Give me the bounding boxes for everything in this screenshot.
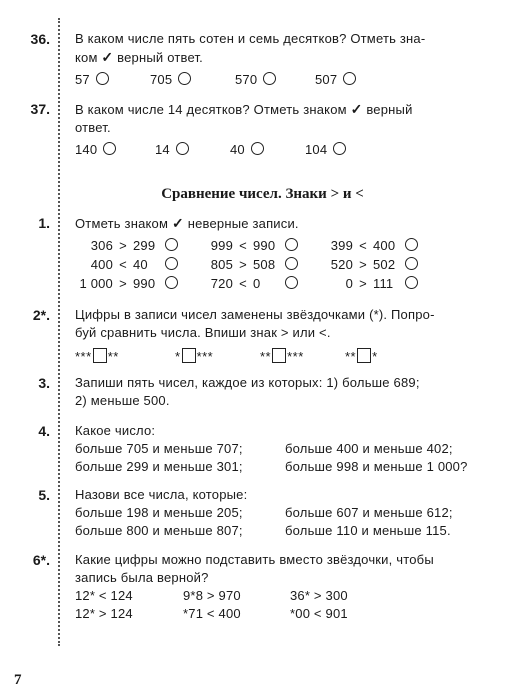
answer-circle[interactable]: [103, 142, 116, 155]
task-number: 36.: [30, 31, 50, 47]
answer-circle[interactable]: [165, 257, 178, 270]
answer-option[interactable]: 57: [75, 71, 109, 89]
answer-option[interactable]: 570: [235, 71, 276, 89]
answer-option[interactable]: 507: [315, 71, 356, 89]
answer-option[interactable]: 140: [75, 141, 116, 159]
star-comparison: [260, 348, 304, 366]
task-text: Цифры в записи чисел заменены звёздочками (*). Попро-: [75, 307, 435, 322]
condition-text: больше 607 и меньше 612;: [285, 505, 453, 520]
star-comparison: [345, 348, 378, 366]
comparison-item[interactable]: [195, 237, 298, 255]
condition-row: [75, 458, 475, 476]
task-number: 2*.: [32, 307, 50, 323]
left-number: 720: [210, 276, 233, 291]
task-text: В каком числе 14 десятков? Отметь знаком: [75, 102, 347, 117]
check-mark-icon: ✓: [171, 215, 184, 231]
expression: 12* > 124: [75, 606, 133, 621]
expression: 9*8 > 970: [183, 588, 241, 603]
answer-option[interactable]: 104: [305, 141, 346, 159]
answer-circle[interactable]: [251, 142, 264, 155]
condition-row: [75, 504, 475, 522]
star-number: ***: [287, 349, 304, 364]
condition-text: больше 198 и меньше 205;: [75, 505, 243, 520]
star-number: **: [107, 349, 119, 364]
right-number: 502: [373, 257, 396, 272]
task-text: верный: [366, 102, 413, 117]
star-comparison: [75, 348, 119, 366]
expression: 12* < 124: [75, 588, 133, 603]
comparison-row: [75, 275, 475, 294]
task-text: 2) меньше 500.: [75, 393, 170, 408]
comparison-sign: <: [359, 238, 367, 253]
star-number: *: [372, 349, 378, 364]
right-number: 400: [373, 238, 396, 253]
condition-text: больше 110 и меньше 115.: [285, 523, 451, 538]
comparison-item[interactable]: [75, 256, 178, 274]
comparison-row: [75, 237, 475, 256]
answer-circle[interactable]: [165, 238, 178, 251]
task-text: запись была верной?: [75, 570, 209, 585]
task-text: верный ответ.: [117, 50, 203, 65]
answer-box[interactable]: [93, 348, 107, 363]
task-number: 4.: [38, 423, 50, 439]
task-text: Назови все числа, которые:: [75, 487, 248, 502]
task-number: 37.: [30, 101, 50, 117]
comparison-sign: >: [359, 257, 367, 272]
answer-circle[interactable]: [405, 257, 418, 270]
answer-circle[interactable]: [165, 276, 178, 289]
answer-circle[interactable]: [178, 72, 191, 85]
condition-text: больше 400 и меньше 402;: [285, 441, 453, 456]
comparison-item[interactable]: [195, 275, 298, 293]
condition-row: [75, 522, 475, 540]
comparison-sign: >: [119, 276, 127, 291]
expression: *71 < 400: [183, 606, 241, 621]
comparison-item[interactable]: [315, 237, 418, 255]
comparison-sign: <: [239, 238, 247, 253]
section-title: Сравнение чисел. Знаки > и <: [161, 186, 364, 202]
check-mark-icon: ✓: [101, 49, 114, 65]
answer-circle[interactable]: [343, 72, 356, 85]
answer-circle[interactable]: [333, 142, 346, 155]
comparison-sign: >: [359, 276, 367, 291]
comparison-item[interactable]: [315, 256, 418, 274]
task-text: Какие цифры можно подставить вместо звёздочки, чтобы: [75, 552, 434, 567]
task-text: ком: [75, 50, 98, 65]
right-number: 990: [253, 238, 276, 253]
task-text: Запиши пять чисел, каждое из которых: 1) больше 689;: [75, 375, 420, 390]
task-text: неверные записи.: [187, 216, 299, 231]
answer-box[interactable]: [272, 348, 286, 363]
answer-circle[interactable]: [285, 276, 298, 289]
answer-option[interactable]: 14: [155, 141, 189, 159]
star-number: **: [345, 349, 357, 364]
comparison-sign: >: [239, 257, 247, 272]
answer-circle[interactable]: [405, 238, 418, 251]
left-number: 399: [330, 238, 353, 253]
condition-text: больше 705 и меньше 707;: [75, 441, 243, 456]
comparison-sign: <: [119, 257, 127, 272]
condition-row: [75, 440, 475, 458]
right-number: 299: [133, 238, 156, 253]
task-text: В каком числе пять сотен и семь десятков? Отметь зна-: [75, 31, 426, 46]
expression: *00 < 901: [290, 606, 348, 621]
answer-option[interactable]: 40: [230, 141, 264, 159]
answer-circle[interactable]: [176, 142, 189, 155]
left-number: 306: [90, 238, 113, 253]
task-number: 3.: [38, 375, 50, 391]
right-number: 111: [373, 276, 394, 291]
task-number: 5.: [38, 487, 50, 503]
answer-circle[interactable]: [263, 72, 276, 85]
expression-row: [75, 587, 475, 605]
condition-text: больше 299 и меньше 301;: [75, 459, 243, 474]
task-number: 1.: [38, 215, 50, 231]
comparison-row: [75, 256, 475, 275]
comparison-item[interactable]: [195, 256, 298, 274]
task-text: буй сравнить числа. Впиши знак > или <.: [75, 325, 331, 340]
task-text: ответ.: [75, 120, 111, 135]
answer-box[interactable]: [182, 348, 196, 363]
left-number: 400: [90, 257, 113, 272]
comparison-sign: >: [119, 238, 127, 253]
comparison-item[interactable]: [75, 237, 178, 255]
answer-option[interactable]: 705: [150, 71, 191, 89]
answer-circle[interactable]: [285, 257, 298, 270]
condition-text: больше 800 и меньше 807;: [75, 523, 243, 538]
right-number: 990: [133, 276, 156, 291]
answer-box[interactable]: [357, 348, 371, 363]
left-number: 0: [345, 276, 353, 291]
star-number: ***: [75, 349, 92, 364]
star-number: *: [175, 349, 181, 364]
task-text: Отметь знаком: [75, 216, 169, 231]
expression: 36* > 300: [290, 588, 348, 603]
answer-circle[interactable]: [405, 276, 418, 289]
comparison-item[interactable]: [75, 275, 178, 293]
right-number: 0: [253, 276, 261, 291]
expression-row: [75, 605, 475, 623]
condition-text: больше 998 и меньше 1 000?: [285, 459, 468, 474]
star-comparison: [175, 348, 213, 366]
star-number: **: [260, 349, 272, 364]
answer-circle[interactable]: [96, 72, 109, 85]
left-number: 1 000: [79, 276, 113, 291]
left-number: 999: [210, 238, 233, 253]
check-mark-icon: ✓: [350, 101, 363, 117]
left-number: 520: [330, 257, 353, 272]
left-number: 805: [210, 257, 233, 272]
comparison-item[interactable]: [315, 275, 418, 293]
page-number: 7: [14, 672, 22, 688]
margin-dotted-line: [58, 18, 60, 646]
star-number: ***: [196, 349, 214, 364]
task-number: 6*.: [32, 552, 50, 568]
right-number: 508: [253, 257, 276, 272]
right-number: 40: [133, 257, 148, 272]
task-text: Какое число:: [75, 423, 156, 438]
answer-circle[interactable]: [285, 238, 298, 251]
comparison-sign: <: [239, 276, 247, 291]
